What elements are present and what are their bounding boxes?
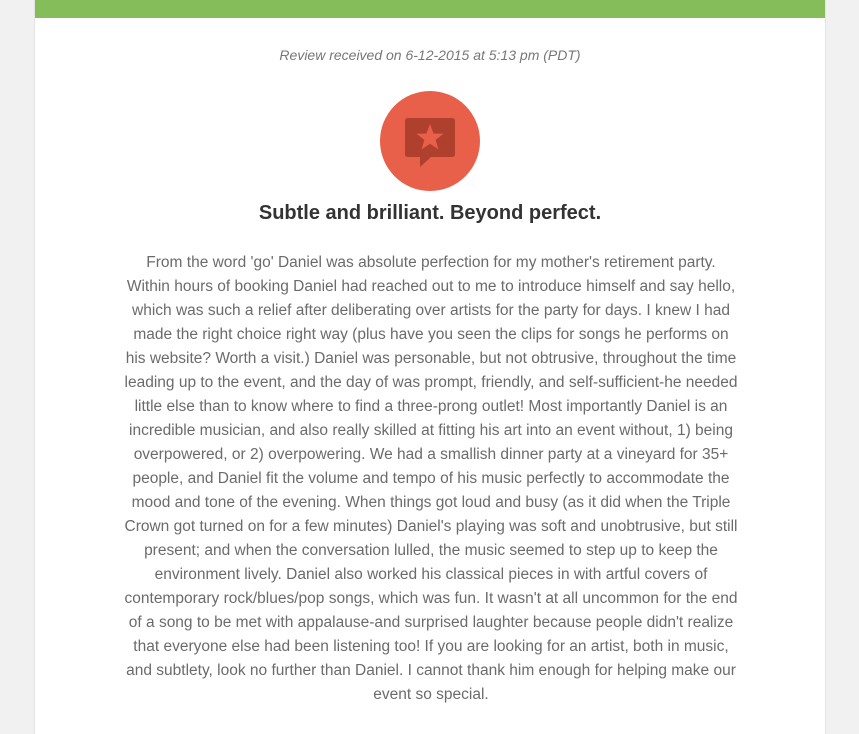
- review-badge: [380, 91, 480, 191]
- review-title: Subtle and brilliant. Beyond perfect.: [258, 202, 602, 224]
- review-received-date: Review received on 6-12-2015 at 5:13 pm (PDT): [279, 47, 581, 63]
- review-body: From the word 'go' Daniel was absolute perfection for my mother's retirement party. Within hours of booking Daniel had reached out to me to introduce himself and say hello, which was such a relief after deliberating over artists for the party for days. I knew I had made the right choice right way (plus have you seen the clips for songs he performs on his website? Worth a visit.) Daniel was personable, but not obtrusive, throughout the time leading up to the event, and the day of was prompt, friendly, and self-sufficient-he needed little else than to know where to find a three-prong outlet! Most importantly Daniel is an incredible musician, and also really skilled at fitting his art into an event without, 1) being overpowered, or 2) overpowering. We had a smallish dinner party at a vineyard for 35+ people, and Daniel fit the volume and tempo of his music perfectly to accommodate the mood and tone of the evening. When things got loud and busy (as it did when the Triple Crown got turned on for a few minutes) Daniel's playing was soft and unobtrusive, but still present; and when the conversation lulled, the music seemed to step up to keep the environment lively. Daniel also worked his classical pieces in with artful covers of contemporary rock/blues/pop songs, which was fun. It wasn't at all uncommon for the end of a song to be met with appalause-and surprised laughter because people didn't realize that everyone else had been listening too! If you are looking for an artist, both in music, and subtlety, look no further than Daniel. I cannot thank him enough for helping make our event so special.: [124, 254, 738, 703]
- top-accent-bar: [35, 0, 825, 18]
- review-card: [34, 0, 826, 734]
- star-speech-bubble-icon: [380, 91, 480, 191]
